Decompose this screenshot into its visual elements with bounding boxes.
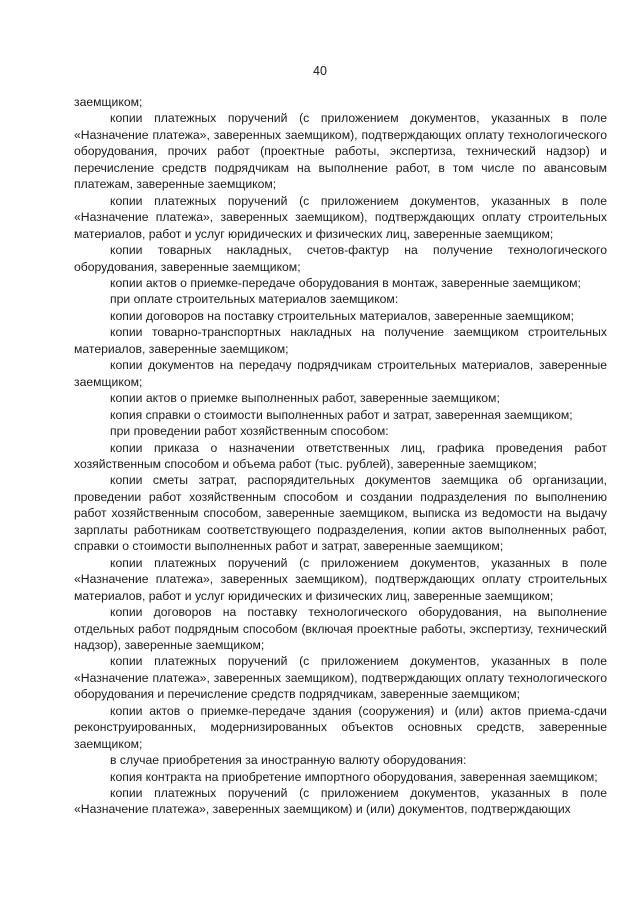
paragraph: копии товарных накладных, счетов-фактур на получение технологического оборудования, заверенные заемщиком; [74, 243, 607, 274]
paragraph: копии сметы затрат, распорядительных документов заемщика об организации, проведении работ хозяйственным способом и создании подразделения по выполнению работ хозяйственным способом, заверенные заемщиком, выписка из ведомости на выдачу зарплаты работникам соответствующего подразделения, копии актов выполненных работ, справки о стоимости выполненных работ и затрат, заверенные заемщиком; [74, 473, 607, 554]
paragraph: копии договоров на поставку технологического оборудования, на выполнение отдельных работ подрядным способом (включая проектные работы, экспертизу, технический надзор), заверенные заемщиком; [74, 605, 607, 652]
paragraph: копии платежных поручений (с приложением документов, указанных в поле «Назначение платежа», заверенных заемщиком), подтверждающих оплату технологического оборудования, прочих работ (проектные работы, экспертиза, технический надзор) и перечисление средств подрядчикам на выполнение работ, в том числе по авансовым платежам, заверенные заемщиком; [74, 111, 607, 192]
page-number: 40 [313, 64, 327, 78]
paragraph: копии платежных поручений (с приложением документов, указанных в поле «Назначение платежа», заверенных заемщиком), подтверждающих оплату строительных материалов, работ и услуг юридических и физических лиц, заверенные заемщиком; [74, 555, 607, 603]
paragraph: копии договоров на поставку строительных материалов, заверенные заемщиком; [110, 308, 575, 323]
paragraph: при проведении работ хозяйственным способом: [110, 424, 389, 439]
document-body [74, 94, 607, 818]
paragraph: копии документов на передачу подрядчикам строительных материалов, заверенные заемщиком; [74, 358, 607, 389]
paragraph: в случае приобретения за иностранную валюту оборудования: [110, 753, 467, 768]
paragraph: копия контракта на приобретение импортного оборудования, заверенная заемщиком; [110, 769, 598, 784]
paragraph: при оплате строительных материалов заемщиком: [110, 292, 399, 307]
paragraph: копии товарно-транспортных накладных на получение заемщиком строительных материалов, заверенные заемщиком; [74, 325, 607, 356]
paragraph: копии платежных поручений (с приложением документов, указанных в поле «Назначение платежа», заверенных заемщиком) и (или) документов, подтверждающих [74, 786, 607, 817]
paragraph: копии актов о приемке-передаче оборудования в монтаж, заверенные заемщиком; [110, 275, 581, 290]
paragraph: копии платежных поручений (с приложением документов, указанных в поле «Назначение платежа», заверенных заемщиком), подтверждающих оплату технологического оборудования и перечисление средств подрядчикам, заверенные заемщиком; [74, 654, 607, 702]
paragraph: копии платежных поручений (с приложением документов, указанных в поле «Назначение платежа», заверенных заемщиком), подтверждающих оплату строительных материалов, работ и услуг юридических и физических лиц, заверенные заемщиком; [74, 193, 607, 241]
paragraph: заемщиком; [74, 95, 143, 109]
paragraph: копия справки о стоимости выполненных работ и затрат, заверенная заемщиком; [110, 407, 573, 422]
paragraph: копии актов о приемке-передаче здания (сооружения) и (или) актов приема-сдачи реконструированных, модернизированных объектов основных средств, заверенные заемщиком; [74, 703, 607, 751]
paragraph: копии актов о приемке выполненных работ, заверенные заемщиком; [110, 391, 500, 406]
paragraph: копии приказа о назначении ответственных лиц, графика проведения работ хозяйственным способом и объема работ (тыс. рублей), заверенные заемщиком; [74, 440, 607, 471]
